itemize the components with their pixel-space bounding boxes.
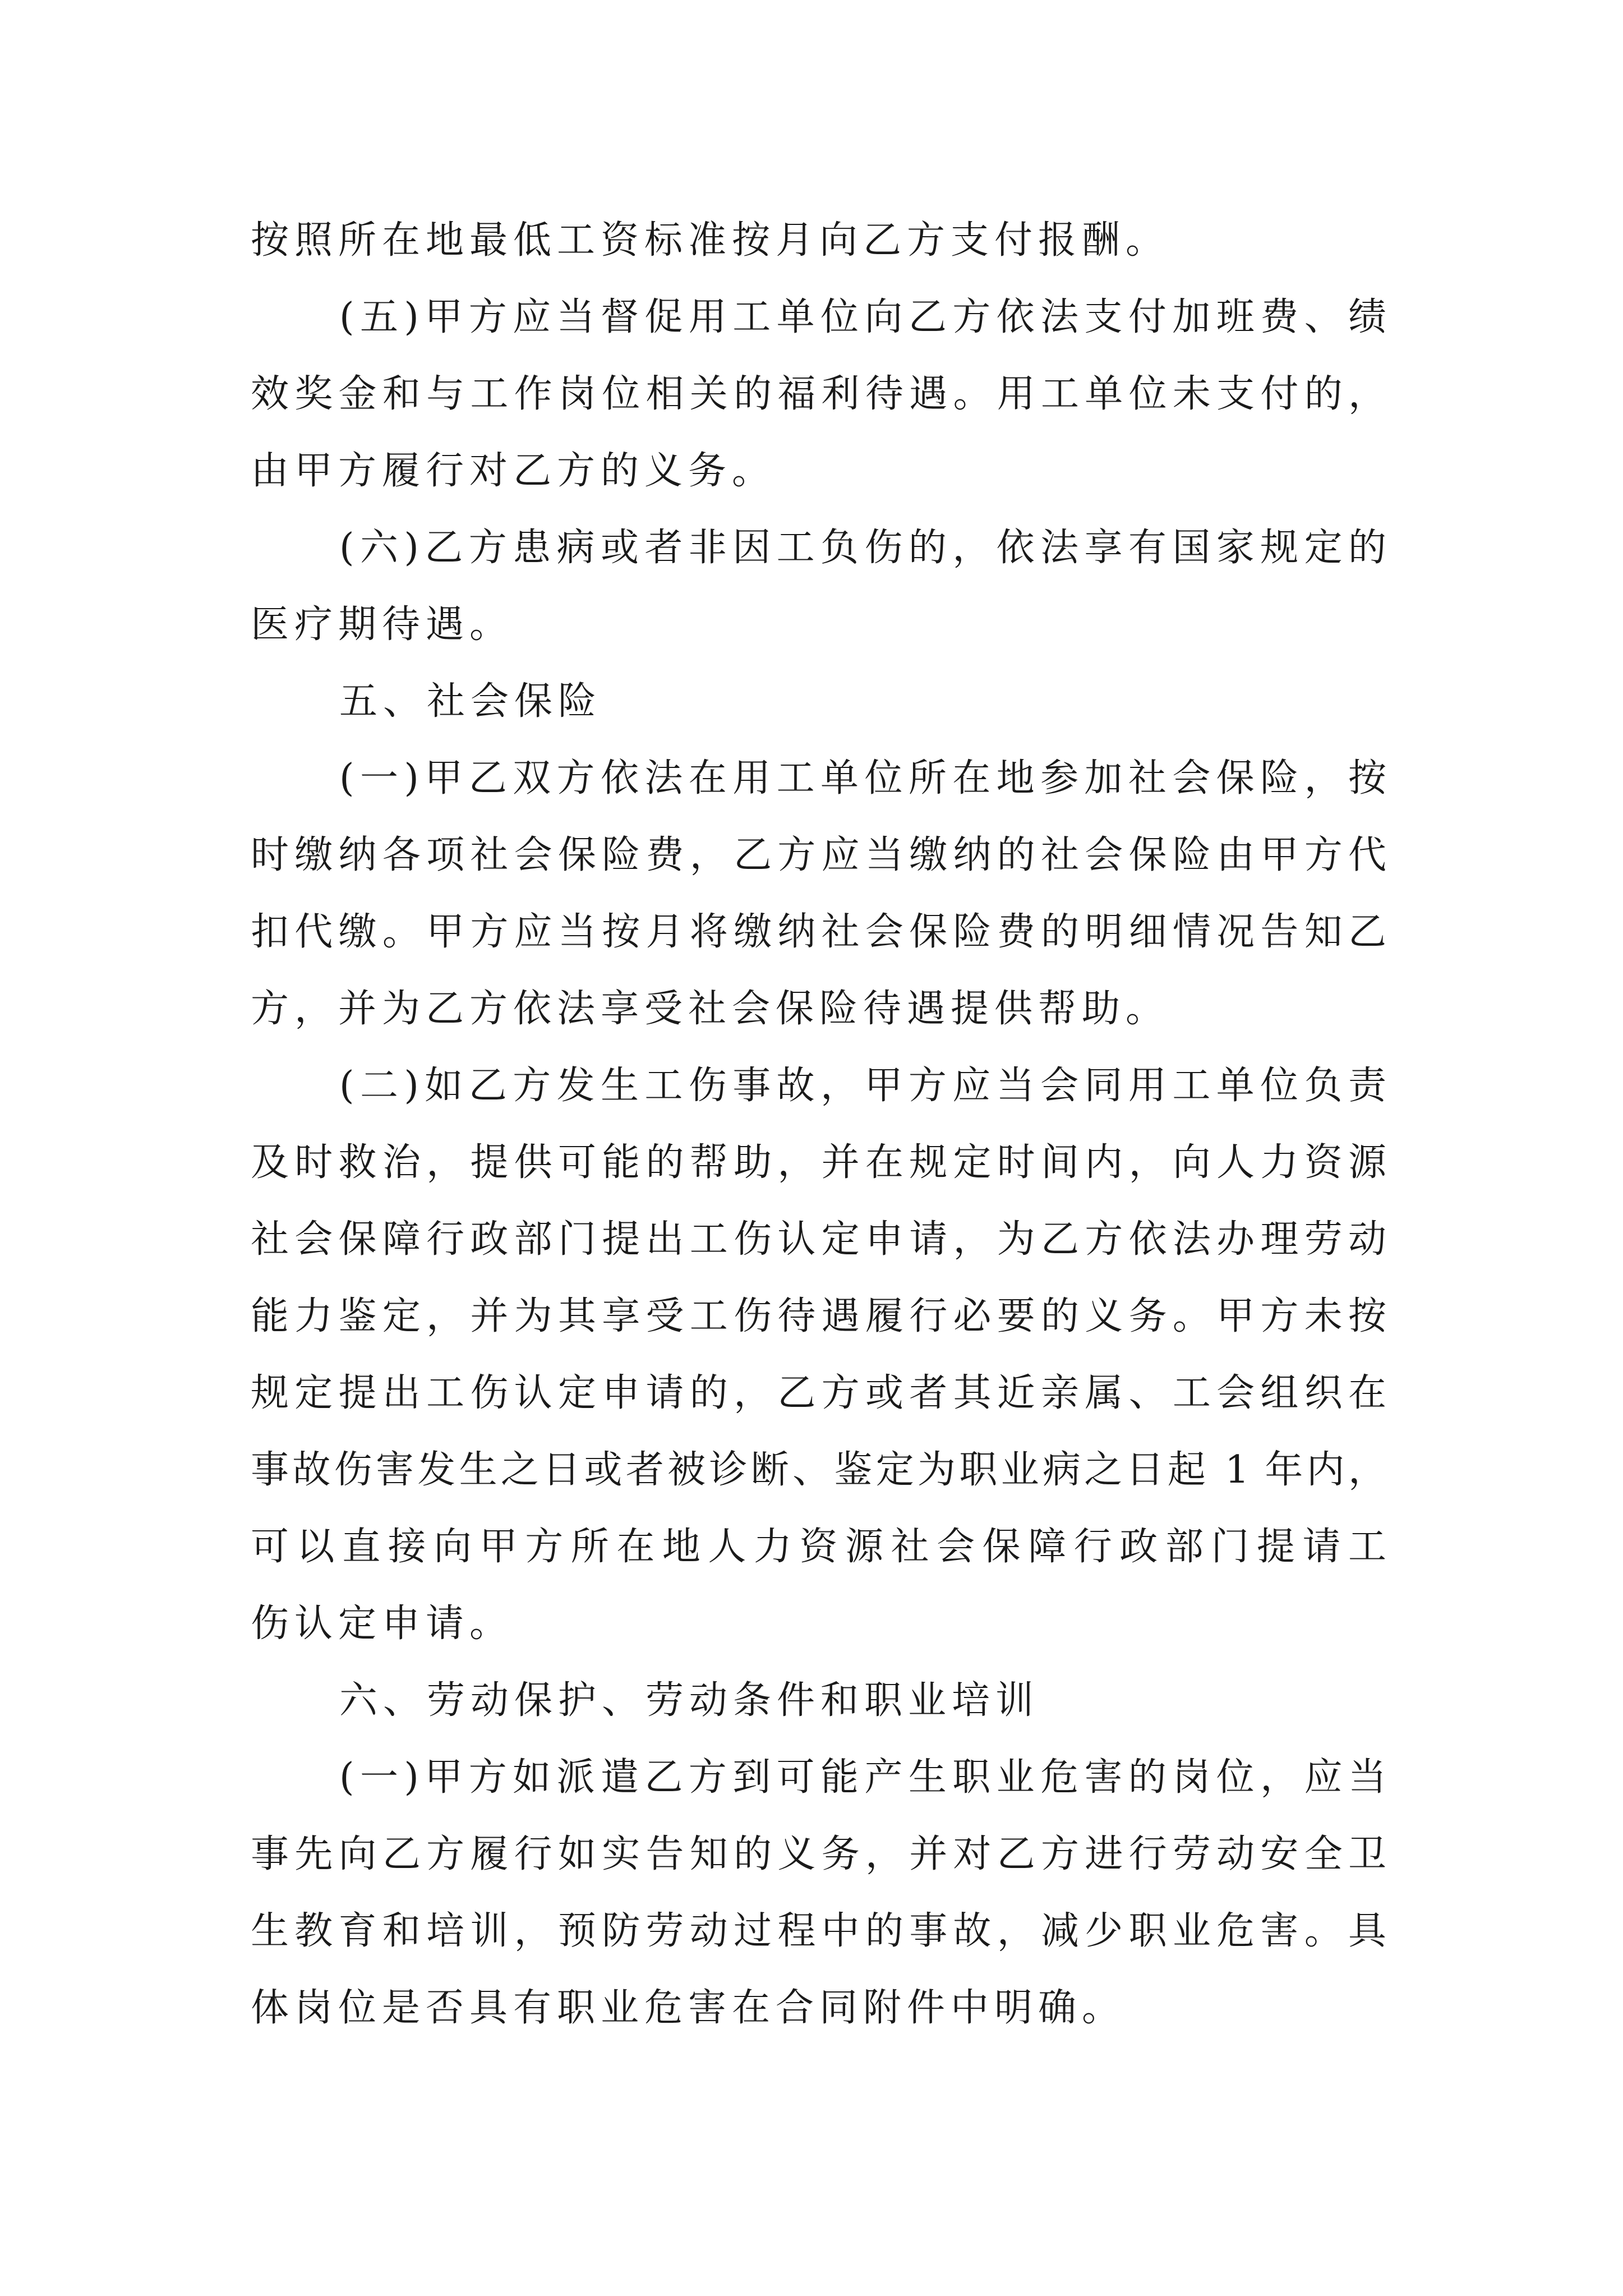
paragraph-continuation (251, 202, 1386, 279)
section-heading-social-insurance (251, 663, 1386, 740)
text-line: 生教育和培训，预防劳动过程中的事故，减少职业危害。具 (251, 1909, 1386, 1953)
text-line: 体岗位是否具有职业危害在合同附件中明确。 (251, 1986, 1126, 2030)
text-line: (五)甲方应当督促用工单位向乙方依法支付加班费、绩 (339, 295, 1386, 339)
text-line: 效奖金和与工作岗位相关的福利待遇。用工单位未支付的， (251, 372, 1386, 416)
text-line: 由甲方履行对乙方的义务。 (251, 449, 776, 493)
section-heading: 五、社会保险 (339, 679, 602, 724)
text-line: 事故伤害发生之日或者被诊断、鉴定为职业病之日起 1 年内， (251, 1448, 1386, 1492)
paragraph-labor-protection-1 (251, 1739, 1386, 2046)
text-line: 医疗期待遇。 (251, 602, 514, 647)
document-body (251, 202, 1386, 2046)
text-line: 事先向乙方履行如实告知的义务，并对乙方进行劳动安全卫 (251, 1832, 1386, 1876)
text-line: (一)甲方如派遣乙方到可能产生职业危害的岗位，应当 (339, 1755, 1386, 1800)
text-line: (一)甲乙双方依法在用工单位所在地参加社会保险，按 (339, 756, 1386, 800)
section-heading: 六、劳动保护、劳动条件和职业培训 (339, 1678, 1040, 1723)
text-line: 社会保障行政部门提出工伤认定申请，为乙方依法办理劳动 (251, 1217, 1386, 1262)
text-line: 伤认定申请。 (251, 1602, 514, 1646)
text-line: 可以直接向甲方所在地人力资源社会保障行政部门提请工 (251, 1525, 1386, 1569)
text-line: 方，并为乙方依法享受社会保险待遇提供帮助。 (251, 987, 1170, 1031)
paragraph-item-5 (251, 279, 1386, 509)
text-line: 及时救治，提供可能的帮助，并在规定时间内，向人力资源 (251, 1140, 1386, 1185)
text-line: (六)乙方患病或者非因工负伤的，依法享有国家规定的 (339, 526, 1386, 570)
paragraph-social-insurance-2 (251, 1047, 1386, 1662)
text-line: 规定提出工伤认定申请的，乙方或者其近亲属、工会组织在 (251, 1371, 1386, 1415)
text-line: 扣代缴。甲方应当按月将缴纳社会保险费的明细情况告知乙 (251, 910, 1386, 954)
section-heading-labor-protection (251, 1662, 1386, 1739)
text-line: 能力鉴定，并为其享受工伤待遇履行必要的义务。甲方未按 (251, 1294, 1386, 1338)
paragraph-social-insurance-1 (251, 740, 1386, 1047)
text-line: 时缴纳各项社会保险费，乙方应当缴纳的社会保险由甲方代 (251, 833, 1386, 877)
text-line: (二)如乙方发生工伤事故，甲方应当会同用工单位负责 (339, 1064, 1386, 1108)
paragraph-item-6 (251, 509, 1386, 663)
text-line: 按照所在地最低工资标准按月向乙方支付报酬。 (251, 218, 1170, 263)
